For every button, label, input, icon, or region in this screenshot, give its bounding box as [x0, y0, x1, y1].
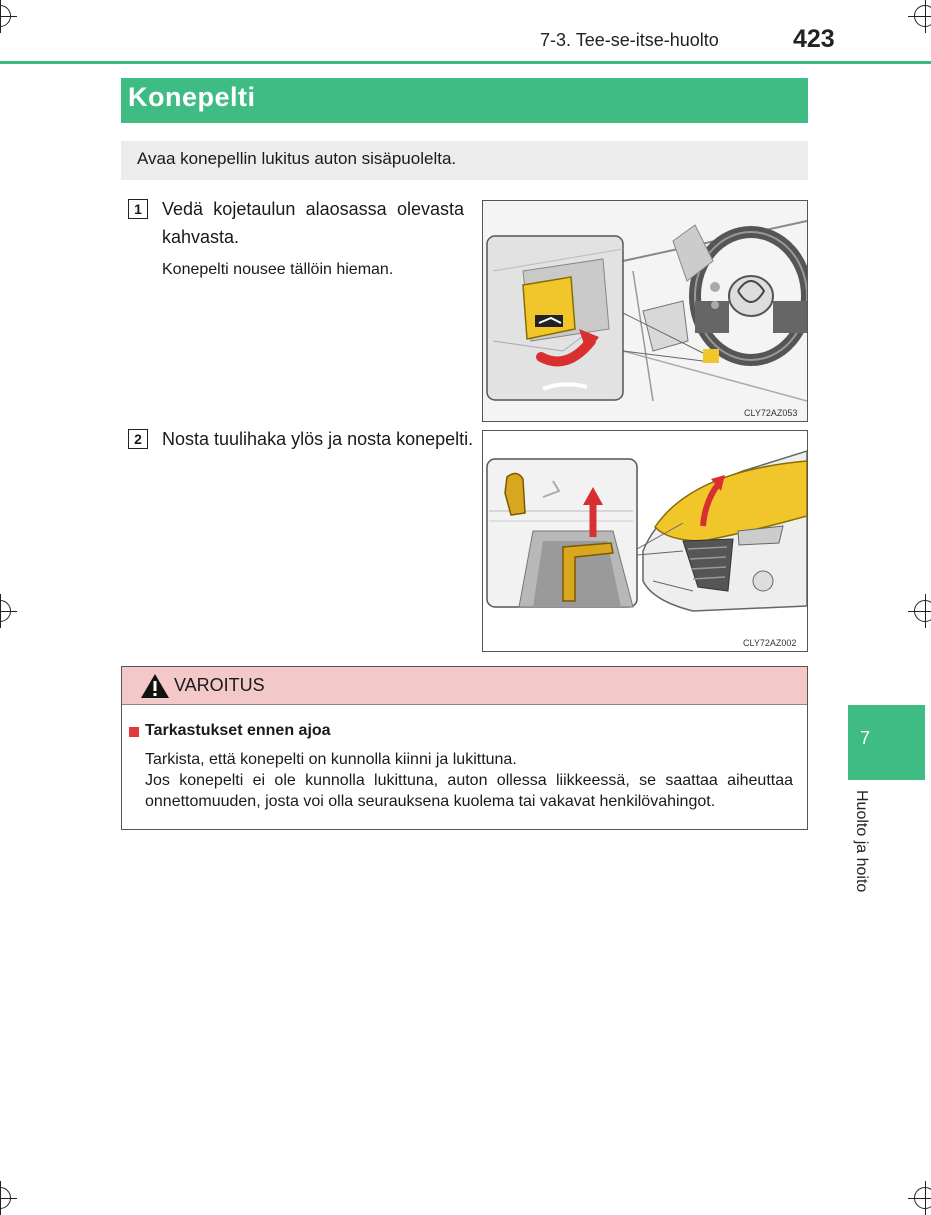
step-number: 1 [128, 199, 148, 219]
section-header: 7-3. Tee-se-itse-huolto [540, 30, 719, 50]
figure-code: CLY72AZ002 [743, 638, 797, 648]
warning-line: Tarkista, että konepelti on kunnolla kiinni ja lukittuna. [145, 751, 517, 768]
step-text: Nosta tuulihaka ylös ja nosta konepelti. [162, 429, 474, 449]
step-text: Vedä kojetaulun alaosassa olevasta kahvasta. [162, 199, 464, 247]
page-number: 423 [793, 25, 835, 53]
registration-mark-icon [914, 600, 931, 622]
figure-hood-release-handle [482, 200, 808, 422]
hood-open-icon [523, 277, 575, 339]
page-title: Konepelti [128, 82, 256, 112]
warning-triangle-icon [140, 673, 170, 699]
warning-label: VAROITUS [174, 675, 265, 695]
registration-mark-icon [914, 1187, 931, 1209]
figure-code: CLY72AZ053 [744, 408, 798, 418]
warning-subheading: Tarkastukset ennen ajoa [145, 722, 331, 739]
step-note: Konepelti nousee tällöin hieman. [162, 261, 394, 278]
registration-mark-icon [914, 5, 931, 27]
step-number: 2 [128, 429, 148, 449]
header-rule [0, 61, 931, 64]
warning-line: Jos konepelti ei ole kunnolla lukittuna, auton ollessa liikkeessä, se saattaa aiheuttaa onnettomuuden, josta voi olla seurauksena kuolema tai vakavat henkilövahingot. [145, 772, 793, 810]
intro-text: Avaa konepellin lukitus auton sisäpuolelta. [137, 149, 457, 168]
registration-mark-icon [0, 5, 11, 27]
warning-body [145, 749, 793, 812]
chapter-number: 7 [860, 728, 871, 748]
chapter-label: Huolto ja hoito [853, 790, 870, 893]
warning-bullet-icon [129, 727, 139, 737]
registration-mark-icon [0, 600, 11, 622]
registration-mark-icon [0, 1187, 11, 1209]
figure-hood-support-rod [482, 430, 808, 652]
